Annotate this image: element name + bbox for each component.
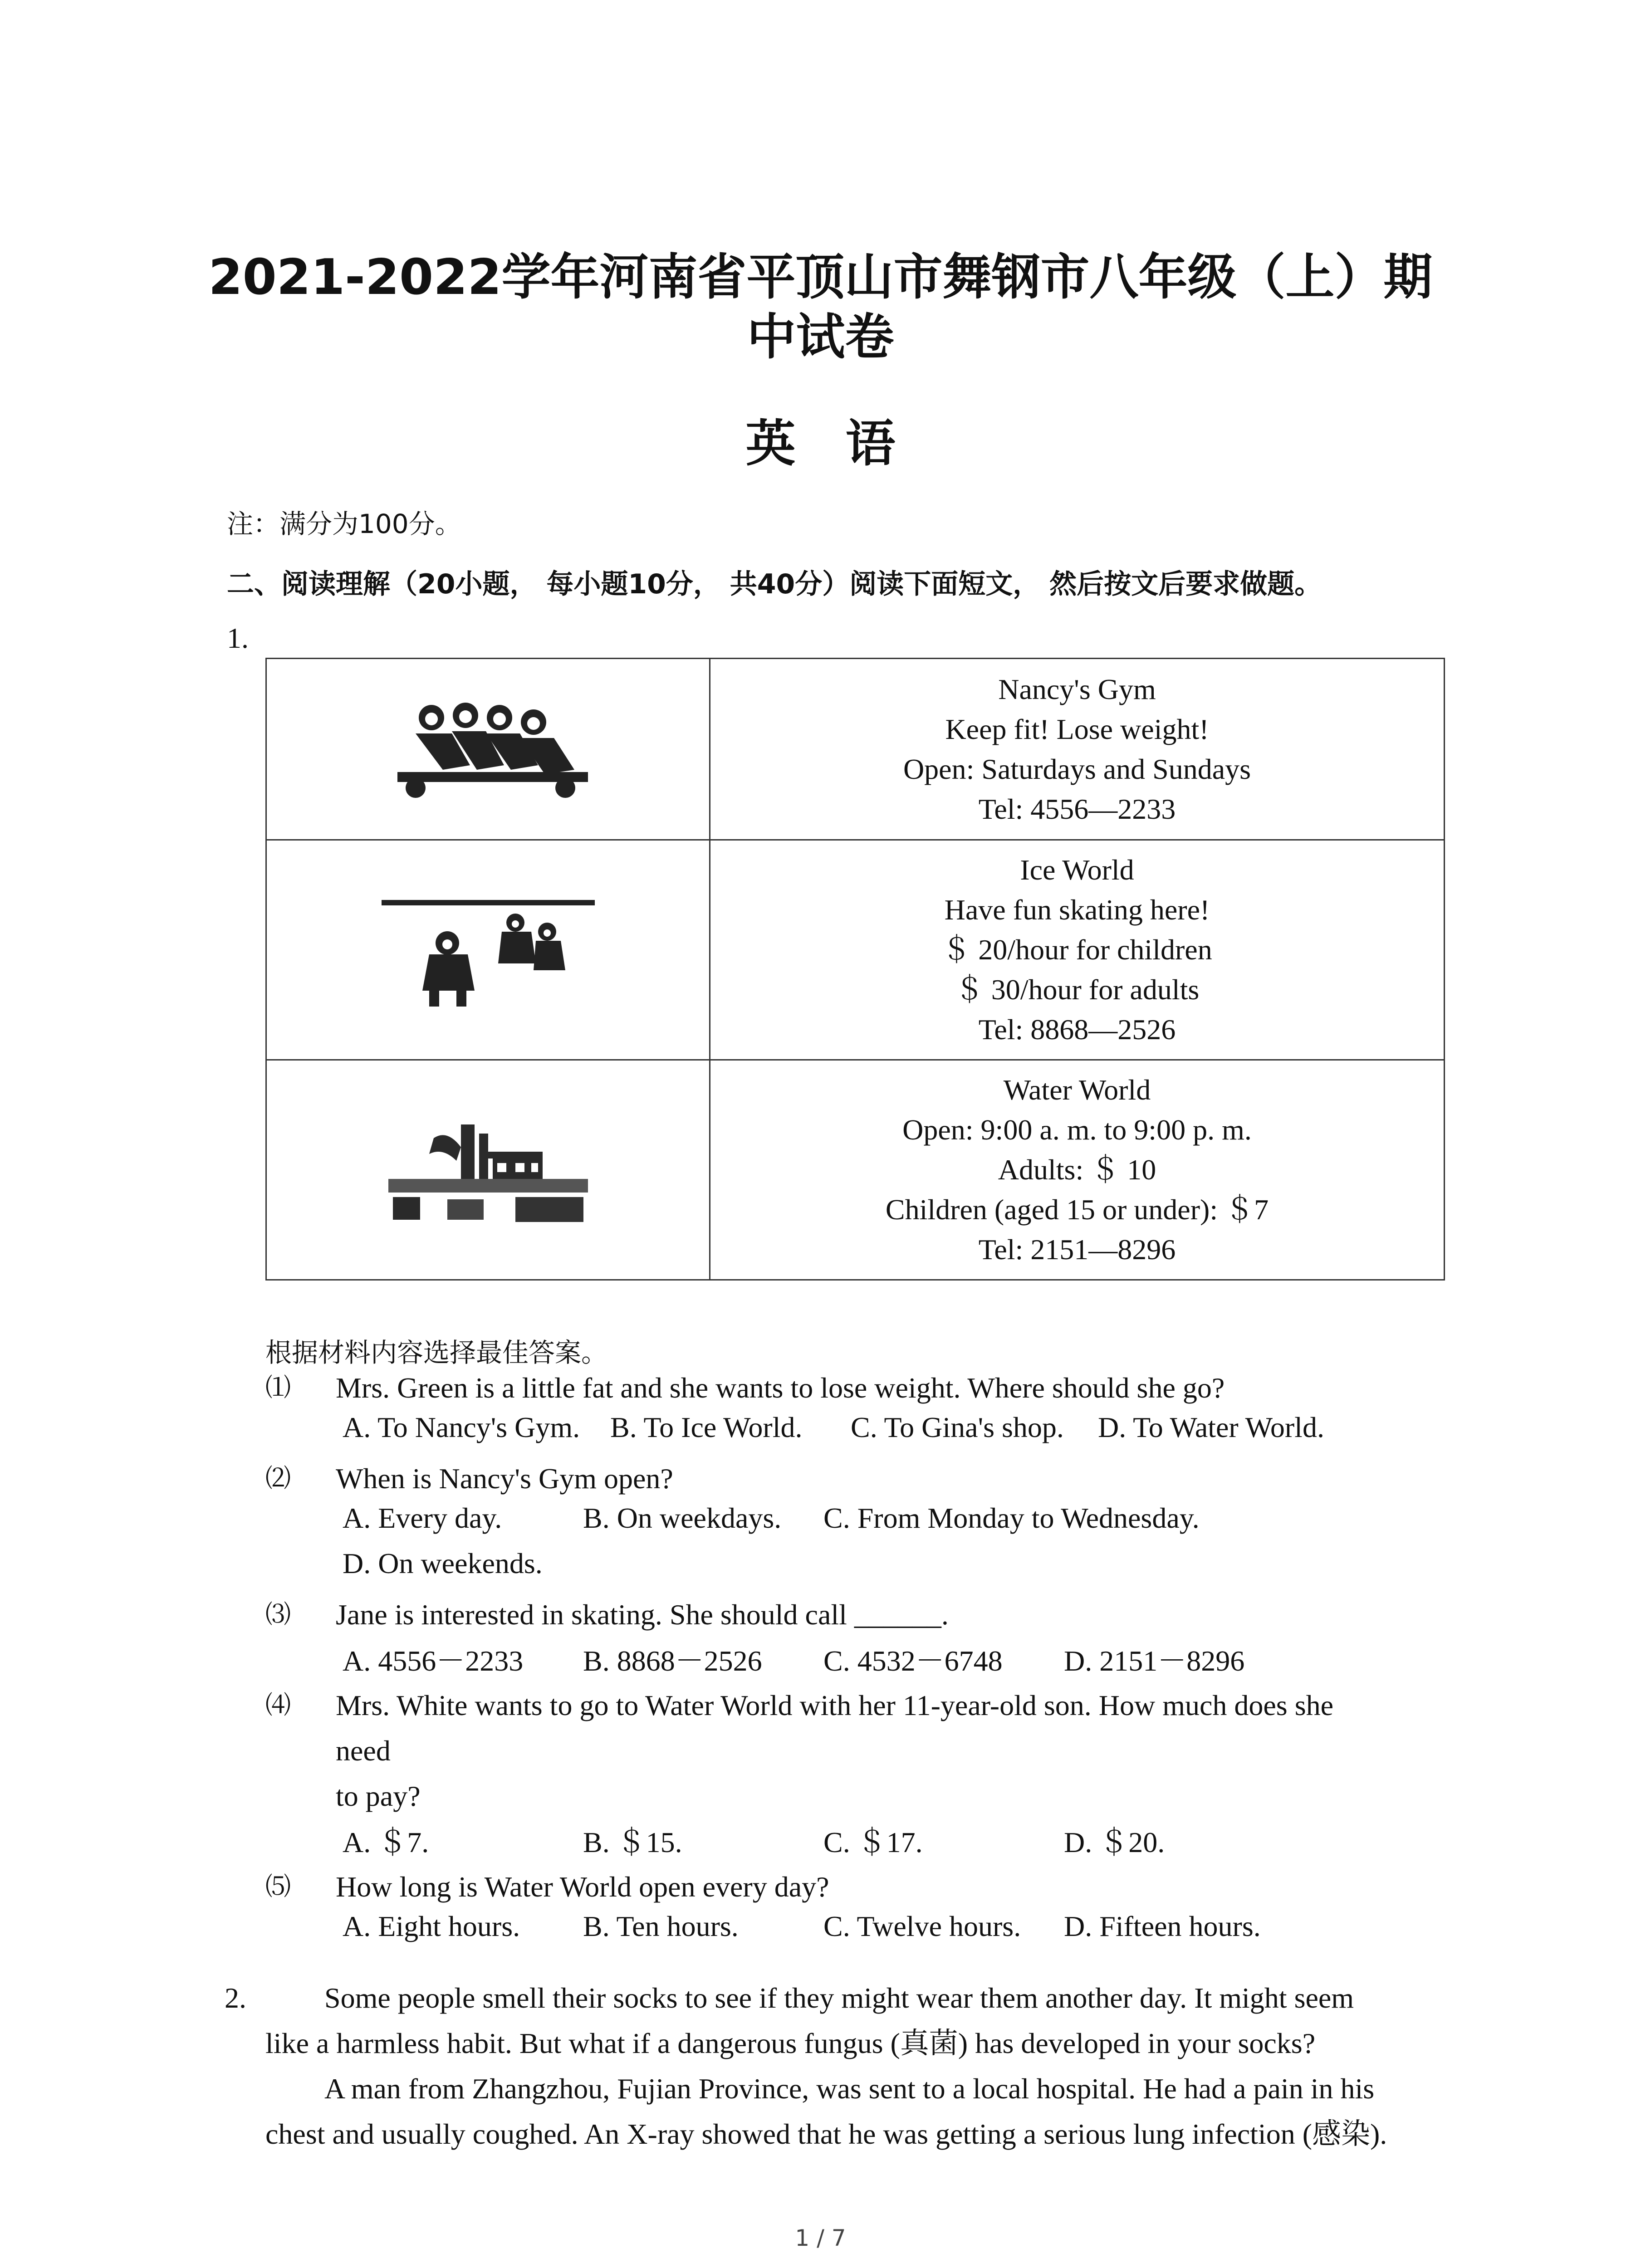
ice-name: Ice World [1020, 854, 1134, 886]
question-1-number: 1. [227, 622, 249, 654]
title-line-1: 2021-2022学年河南省平顶山市舞钢市八年级（上）期 [208, 249, 1433, 306]
ad-text-water [710, 1060, 1445, 1280]
subq-5-text: How long is Water World open every day? [336, 1871, 829, 1903]
water-price-children: Children (aged 15 or under): ＄7 [885, 1193, 1269, 1226]
ice-tel: Tel: 8868—2526 [978, 1013, 1176, 1046]
ad-text-ice [710, 840, 1445, 1060]
subq-5-number: ⑸ [265, 1872, 291, 1901]
subject-title: 英语 [745, 415, 945, 473]
gym-hours: Open: Saturdays and Sundays [903, 753, 1251, 785]
ads-table [265, 658, 1445, 1281]
ad-row-ice [266, 840, 1445, 1060]
subq-3-option-a: A. 4556－2233 [343, 1645, 524, 1677]
subq-4-text-line3: to pay? [336, 1780, 421, 1812]
ad-text-gym [710, 659, 1445, 840]
ice-skaters-image [266, 840, 710, 1060]
subq-3-number: ⑶ [265, 1600, 291, 1629]
title-line-2: 中试卷 [747, 309, 894, 366]
subq-2-option-a: A. Every day. [343, 1502, 502, 1534]
subq-2-option-c: C. From Monday to Wednesday. [823, 1502, 1200, 1534]
passage-2-line-2: like a harmless habit. But what if a dangerous fungus (真菌) has developed in your socks? [265, 2027, 1316, 2059]
ice-price-adults: ＄ 30/hour for adults [955, 973, 1200, 1006]
section-heading: 二、阅读理解（20小题， 每小题10分， 共40分）阅读下面短文， 然后按文后要求做题。 [227, 568, 1322, 600]
subq-5-option-b: B. Ten hours. [583, 1910, 739, 1942]
water-hours: Open: 9:00 a. m. to 9:00 p. m. [902, 1114, 1252, 1146]
subq-5-option-d: D. Fifteen hours. [1064, 1910, 1261, 1942]
subq-3-option-c: C. 4532－6748 [823, 1645, 1003, 1677]
subq-4-number: ⑷ [265, 1691, 291, 1720]
gym-name: Nancy's Gym [998, 673, 1156, 705]
ad-row-water [266, 1060, 1445, 1280]
subq-4-option-b: B. ＄15. [583, 1826, 682, 1858]
subq-5-option-c: C. Twelve hours. [823, 1910, 1021, 1942]
subq-2-option-b: B. On weekdays. [583, 1502, 782, 1534]
subq-1-option-d: D. To Water World. [1098, 1411, 1324, 1443]
passage-2-line-3: A man from Zhangzhou, Fujian Province, was sent to a local hospital. He had a pain in his [324, 2072, 1375, 2105]
subq-4-text-line2: need [336, 1735, 391, 1767]
subq-3-text: Jane is interested in skating. She should call ______. [336, 1598, 949, 1631]
subq-2-number: ⑵ [265, 1464, 291, 1493]
ice-price-children: ＄ 20/hour for children [942, 934, 1212, 966]
passage-2-line-1: Some people smell their socks to see if they might wear them another day. It might seem [324, 1982, 1354, 2014]
subq-4-option-a: A. ＄7. [343, 1826, 429, 1858]
subq-5-option-a: A. Eight hours. [343, 1910, 520, 1942]
score-note: 注：满分为100分。 [227, 508, 461, 539]
water-price-adults: Adults: ＄ 10 [998, 1154, 1156, 1186]
gym-cyclists-image [266, 659, 710, 840]
subq-4-text: Mrs. White wants to go to Water World with her 11-year-old son. How much does she [336, 1689, 1333, 1721]
question-instruction: 根据材料内容选择最佳答案。 [265, 1337, 608, 1368]
gym-slogan: Keep fit! Lose weight! [945, 713, 1209, 745]
subq-1-option-b: B. To Ice World. [610, 1411, 803, 1443]
page-number: 1 / 7 [795, 2225, 846, 2251]
subq-4-option-d: D. ＄20. [1064, 1826, 1165, 1858]
ad-row-gym [266, 659, 1445, 840]
subq-1-number: ⑴ [265, 1373, 291, 1403]
water-park-image [266, 1060, 710, 1280]
subq-1-option-c: C. To Gina's shop. [851, 1411, 1064, 1443]
subq-3-option-b: B. 8868－2526 [583, 1645, 762, 1677]
gym-tel: Tel: 4556—2233 [978, 792, 1176, 825]
subq-1-option-a: A. To Nancy's Gym. [343, 1411, 580, 1443]
ice-slogan: Have fun skating here! [944, 894, 1210, 926]
water-tel: Tel: 2151—8296 [978, 1233, 1176, 1266]
subq-2-option-d: D. On weekends. [343, 1547, 543, 1579]
water-name: Water World [1003, 1074, 1151, 1106]
passage-2-line-4: chest and usually coughed. An X-ray showed that he was getting a serious lung infection (感染). [265, 2118, 1387, 2150]
question-2-number: 2. [225, 1982, 246, 2014]
subq-3-option-d: D. 2151－8296 [1064, 1645, 1245, 1677]
subq-4-option-c: C. ＄17. [823, 1826, 923, 1858]
subq-2-text: When is Nancy's Gym open? [336, 1462, 673, 1495]
subq-1-text: Mrs. Green is a little fat and she wants to lose weight. Where should she go? [336, 1372, 1225, 1404]
